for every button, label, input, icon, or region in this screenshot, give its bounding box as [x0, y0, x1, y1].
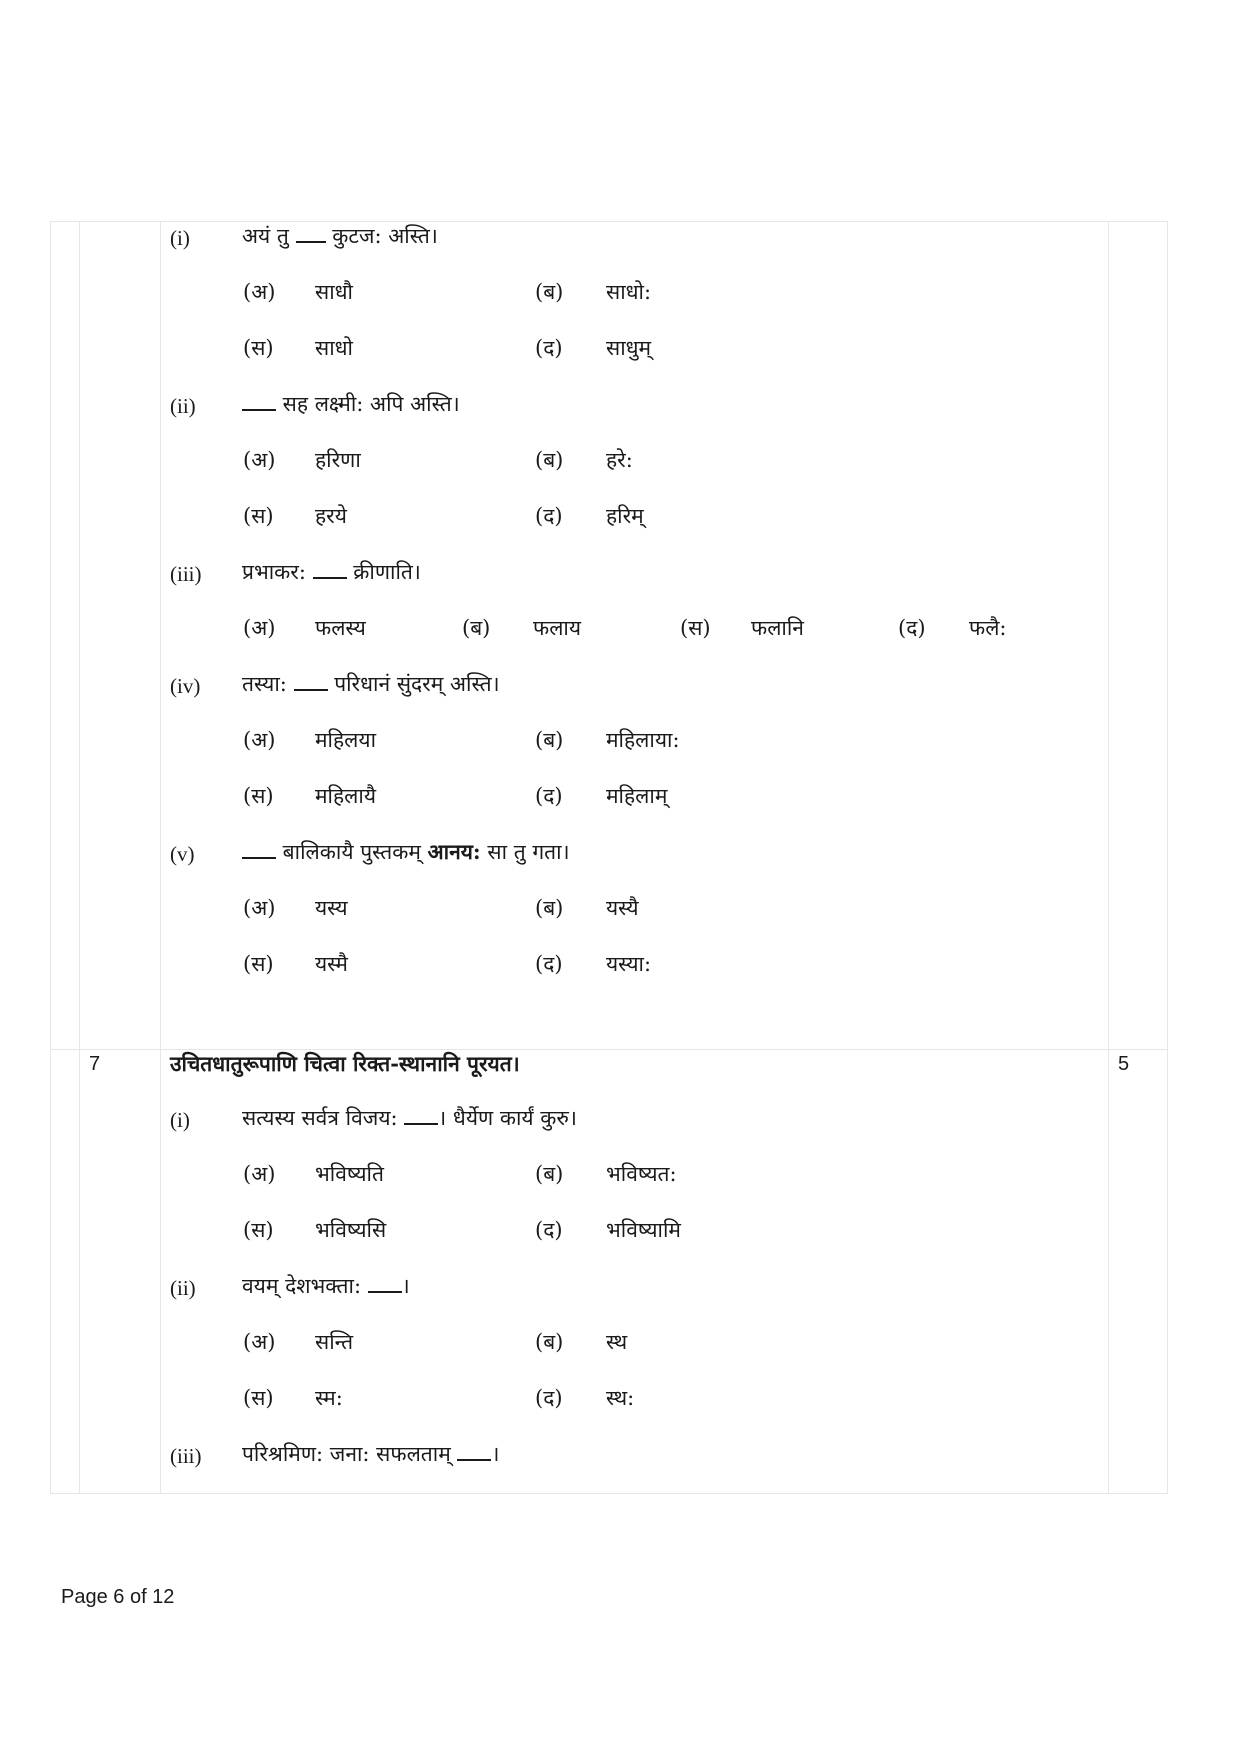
blank-line: [313, 559, 347, 579]
item-sentence: परिश्रमिण: जना: सफलताम् ।: [242, 1442, 500, 1466]
option-label-b: (ब): [535, 1162, 564, 1186]
blank-line: [242, 839, 276, 859]
option-label-c: (स): [243, 504, 274, 528]
option-label-b: (ब): [535, 728, 564, 752]
item-sentence: अयं तु कुटज: अस्ति।: [242, 224, 438, 248]
blank-line: [457, 1441, 491, 1461]
option-text-d: यस्या:: [606, 952, 652, 976]
option-label-a: (अ): [243, 728, 276, 752]
option-label-d: (द): [898, 616, 926, 640]
option-text-a: महिलया: [315, 728, 377, 752]
page-number: Page 6 of 12: [61, 1586, 175, 1608]
option-label-d: (द): [535, 784, 563, 808]
item-number: (iv): [170, 674, 201, 698]
table-col-divider-2: [160, 221, 161, 1494]
item-sentence: बालिकायै पुस्तकम् आनय: सा तु गता।: [242, 839, 570, 865]
bold-word: आनय:: [427, 839, 481, 864]
option-text-d: साधुम्: [606, 336, 652, 360]
option-label-a: (अ): [243, 448, 276, 472]
table-bottom-border: [50, 1493, 1168, 1494]
item-sentence: सत्यस्य सर्वत्र विजय: । धैर्येण कार्यं कुरु।: [242, 1106, 577, 1130]
option-text-b: महिलाया:: [606, 728, 680, 752]
item-number: (v): [170, 842, 195, 866]
option-text-a: साधौ: [315, 280, 353, 304]
option-text-a: सन्ति: [315, 1330, 354, 1354]
table-right-border: [1167, 221, 1168, 1494]
option-text-a: भविष्यति: [315, 1162, 384, 1186]
option-label-c: (स): [243, 336, 274, 360]
option-label-b: (ब): [535, 1330, 564, 1354]
option-label-c: (स): [243, 784, 274, 808]
option-label-a: (अ): [243, 280, 276, 304]
item-sentence: तस्या: परिधानं सुंदरम् अस्ति।: [242, 672, 500, 696]
item-sentence: प्रभाकर: क्रीणाति।: [242, 560, 421, 584]
question-number: 7: [89, 1053, 101, 1075]
option-label-b: (ब): [535, 448, 564, 472]
option-label-a: (अ): [243, 1162, 276, 1186]
option-label-c: (स): [243, 952, 274, 976]
option-label-a: (अ): [243, 1330, 276, 1354]
item-number: (iii): [170, 562, 202, 586]
option-text-a: हरिणा: [315, 448, 361, 472]
option-text-c: साधो: [315, 336, 353, 360]
option-label-d: (द): [535, 1386, 563, 1410]
option-text-b: स्थ: [606, 1330, 628, 1354]
option-text-c: महिलायै: [315, 784, 377, 808]
option-text-c: हरये: [315, 504, 347, 528]
option-label-a: (अ): [243, 896, 276, 920]
question-heading: उचितधातुरूपाणि चित्वा रिक्त-स्थानानि पूरयत।: [170, 1051, 520, 1076]
item-sentence: सह लक्ष्मी: अपि अस्ति।: [242, 391, 460, 417]
question-marks: 5: [1118, 1053, 1130, 1075]
item-number: (iii): [170, 1444, 202, 1468]
option-text-d: भविष्यामि: [606, 1218, 681, 1242]
option-label-b: (ब): [535, 896, 564, 920]
item-number: (i): [170, 1108, 190, 1132]
option-label-d: (द): [535, 952, 563, 976]
item-number: (i): [170, 226, 190, 250]
option-text-d: फलै:: [969, 616, 1007, 640]
table-row-divider: [50, 1049, 1168, 1050]
option-text-a: फलस्य: [315, 616, 366, 640]
option-text-c: यस्मै: [315, 952, 348, 976]
table-left-border: [50, 221, 51, 1494]
option-label-d: (द): [535, 1218, 563, 1242]
item-number: (ii): [170, 1276, 196, 1300]
table-col-divider-3: [1108, 221, 1109, 1494]
option-text-d: हरिम्: [606, 504, 644, 528]
option-label-c: (स): [680, 616, 711, 640]
table-col-divider-1: [79, 221, 80, 1494]
blank-line: [404, 1105, 438, 1125]
option-label-d: (द): [535, 336, 563, 360]
option-text-a: यस्य: [315, 896, 348, 920]
blank-line: [368, 1273, 402, 1293]
option-text-b: साधो:: [606, 280, 652, 304]
item-sentence: वयम् देशभक्ता: ।: [242, 1274, 410, 1298]
option-text-b: यस्यै: [606, 896, 639, 920]
option-text-c: स्म:: [315, 1386, 343, 1410]
item-number: (ii): [170, 394, 196, 418]
blank-line: [296, 223, 326, 243]
option-text-d: स्थ:: [606, 1386, 635, 1410]
option-text-c: भविष्यसि: [315, 1218, 387, 1242]
option-text-c: फलानि: [751, 616, 804, 640]
blank-line: [242, 391, 276, 411]
option-text-b: फलाय: [533, 616, 582, 640]
option-text-b: भविष्यत:: [606, 1162, 677, 1186]
option-label-c: (स): [243, 1386, 274, 1410]
option-label-b: (ब): [535, 280, 564, 304]
blank-line: [294, 671, 328, 691]
option-label-d: (द): [535, 504, 563, 528]
option-label-b: (ब): [462, 616, 491, 640]
option-text-b: हरे:: [606, 448, 633, 472]
option-label-a: (अ): [243, 616, 276, 640]
table-top-border: [50, 221, 1168, 222]
option-text-d: महिलाम्: [606, 784, 668, 808]
option-label-c: (स): [243, 1218, 274, 1242]
